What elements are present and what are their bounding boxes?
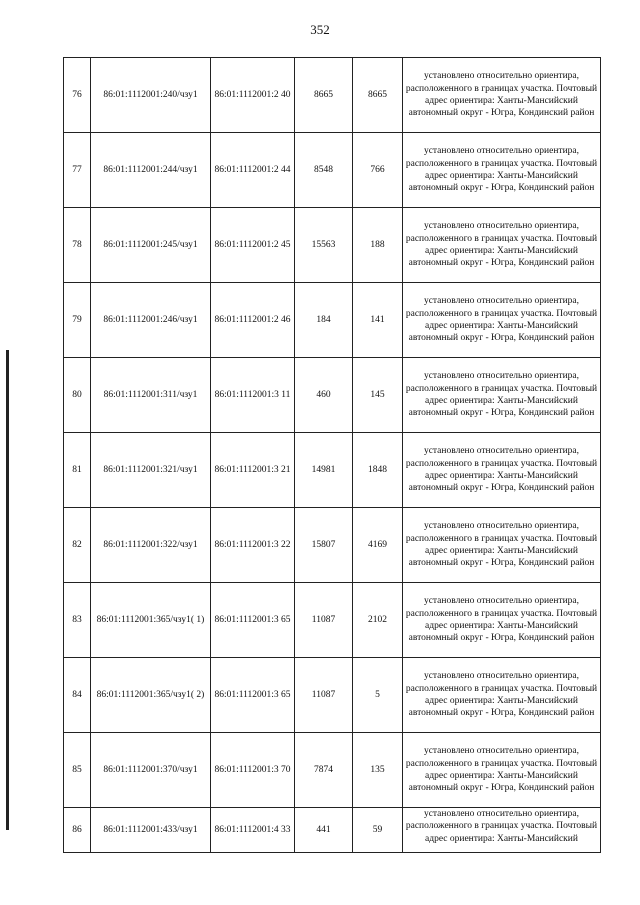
- table-row: [64, 733, 601, 808]
- part-area: 4169: [353, 508, 403, 583]
- table-row: [64, 133, 601, 208]
- parcel-cadastral-number: 86:01:1112001:2 46: [211, 283, 295, 358]
- parcel-area: 14981: [295, 433, 353, 508]
- location-description: установлено относительно ориентира, расположенного в границах участка. Почтовый адрес ориентира: Ханты-Мансийский автономный округ - Югра, Кондинский район: [403, 358, 601, 433]
- parcel-area: 441: [295, 808, 353, 853]
- table-row: [64, 583, 601, 658]
- parcel-cadastral-number: 86:01:1112001:2 45: [211, 208, 295, 283]
- part-cadastral-number: 86:01:1112001:311/чзу1: [91, 358, 211, 433]
- row-number: 76: [64, 58, 91, 133]
- parcel-cadastral-number: 86:01:1112001:3 11: [211, 358, 295, 433]
- parcel-cadastral-number: 86:01:1112001:2 44: [211, 133, 295, 208]
- location-description: установлено относительно ориентира, расположенного в границах участка. Почтовый адрес ориентира: Ханты-Мансийский автономный округ - Югра, Кондинский район: [403, 733, 601, 808]
- parcel-cadastral-number: 86:01:1112001:4 33: [211, 808, 295, 853]
- table-row: [64, 433, 601, 508]
- parcel-cadastral-number: 86:01:1112001:3 70: [211, 733, 295, 808]
- part-cadastral-number: 86:01:1112001:245/чзу1: [91, 208, 211, 283]
- table-row: [64, 658, 601, 733]
- row-number: 85: [64, 733, 91, 808]
- row-number: 77: [64, 133, 91, 208]
- part-cadastral-number: 86:01:1112001:365/чзу1( 2): [91, 658, 211, 733]
- parcel-area: 184: [295, 283, 353, 358]
- parcel-area: 7874: [295, 733, 353, 808]
- part-cadastral-number: 86:01:1112001:433/чзу1: [91, 808, 211, 853]
- location-description: установлено относительно ориентира, расположенного в границах участка. Почтовый адрес ориентира: Ханты-Мансийский автономный округ - Югра, Кондинский район: [403, 433, 601, 508]
- table-row: [64, 358, 601, 433]
- table-row: [64, 208, 601, 283]
- parcel-area: 460: [295, 358, 353, 433]
- parcel-area: 15563: [295, 208, 353, 283]
- page-number: 352: [310, 22, 330, 37]
- part-cadastral-number: 86:01:1112001:240/чзу1: [91, 58, 211, 133]
- row-number: 81: [64, 433, 91, 508]
- land-parcel-table: [63, 57, 601, 853]
- part-cadastral-number: 86:01:1112001:365/чзу1( 1): [91, 583, 211, 658]
- part-area: 135: [353, 733, 403, 808]
- part-area: 8665: [353, 58, 403, 133]
- parcel-area: 11087: [295, 658, 353, 733]
- row-number: 84: [64, 658, 91, 733]
- location-description: установлено относительно ориентира, расположенного в границах участка. Почтовый адрес ориентира: Ханты-Мансийский автономный округ - Югра, Кондинский район: [403, 133, 601, 208]
- parcel-cadastral-number: 86:01:1112001:3 65: [211, 583, 295, 658]
- location-description: установлено относительно ориентира, расположенного в границах участка. Почтовый адрес ориентира: Ханты-Мансийский автономный округ - Югра, Кондинский район: [403, 208, 601, 283]
- location-description: установлено относительно ориентира, расположенного в границах участка. Почтовый адрес ориентира: Ханты-Мансийский автономный округ - Югра, Кондинский район: [403, 583, 601, 658]
- row-number: 83: [64, 583, 91, 658]
- parcel-cadastral-number: 86:01:1112001:3 21: [211, 433, 295, 508]
- parcel-area: 11087: [295, 583, 353, 658]
- row-number: 79: [64, 283, 91, 358]
- table-row: [64, 508, 601, 583]
- part-area: 59: [353, 808, 403, 853]
- location-description: установлено относительно ориентира, расположенного в границах участка. Почтовый адрес ориентира: Ханты-Мансийский автономный округ - Югра, Кондинский район: [403, 508, 601, 583]
- location-description: установлено относительно ориентира, расположенного в границах участка. Почтовый адрес ориентира: Ханты-Мансийский автономный округ - Югра, Кондинский район: [403, 658, 601, 733]
- location-description: установлено относительно ориентира, расположенного в границах участка. Почтовый адрес ориентира: Ханты-Мансийский автономный округ - Югра, Кондинский район: [403, 58, 601, 133]
- part-area: 145: [353, 358, 403, 433]
- parcel-cadastral-number: 86:01:1112001:3 22: [211, 508, 295, 583]
- part-area: 141: [353, 283, 403, 358]
- part-cadastral-number: 86:01:1112001:370/чзу1: [91, 733, 211, 808]
- part-cadastral-number: 86:01:1112001:322/чзу1: [91, 508, 211, 583]
- parcel-cadastral-number: 86:01:1112001:3 65: [211, 658, 295, 733]
- parcel-cadastral-number: 86:01:1112001:2 40: [211, 58, 295, 133]
- part-cadastral-number: 86:01:1112001:246/чзу1: [91, 283, 211, 358]
- part-area: 188: [353, 208, 403, 283]
- location-description: установлено относительно ориентира, расположенного в границах участка. Почтовый адрес ориентира: Ханты-Мансийский: [403, 808, 601, 853]
- row-number: 82: [64, 508, 91, 583]
- parcel-area: 8665: [295, 58, 353, 133]
- table-row: [64, 283, 601, 358]
- table-row: [64, 808, 601, 853]
- scan-margin-mark: [6, 350, 9, 830]
- part-area: 1848: [353, 433, 403, 508]
- parcel-area: 8548: [295, 133, 353, 208]
- part-area: 2102: [353, 583, 403, 658]
- row-number: 78: [64, 208, 91, 283]
- part-cadastral-number: 86:01:1112001:321/чзу1: [91, 433, 211, 508]
- parcel-area: 15807: [295, 508, 353, 583]
- part-cadastral-number: 86:01:1112001:244/чзу1: [91, 133, 211, 208]
- row-number: 86: [64, 808, 91, 853]
- part-area: 5: [353, 658, 403, 733]
- row-number: 80: [64, 358, 91, 433]
- part-area: 766: [353, 133, 403, 208]
- location-description: установлено относительно ориентира, расположенного в границах участка. Почтовый адрес ориентира: Ханты-Мансийский автономный округ - Югра, Кондинский район: [403, 283, 601, 358]
- table-body: [64, 58, 601, 853]
- table-row: [64, 58, 601, 133]
